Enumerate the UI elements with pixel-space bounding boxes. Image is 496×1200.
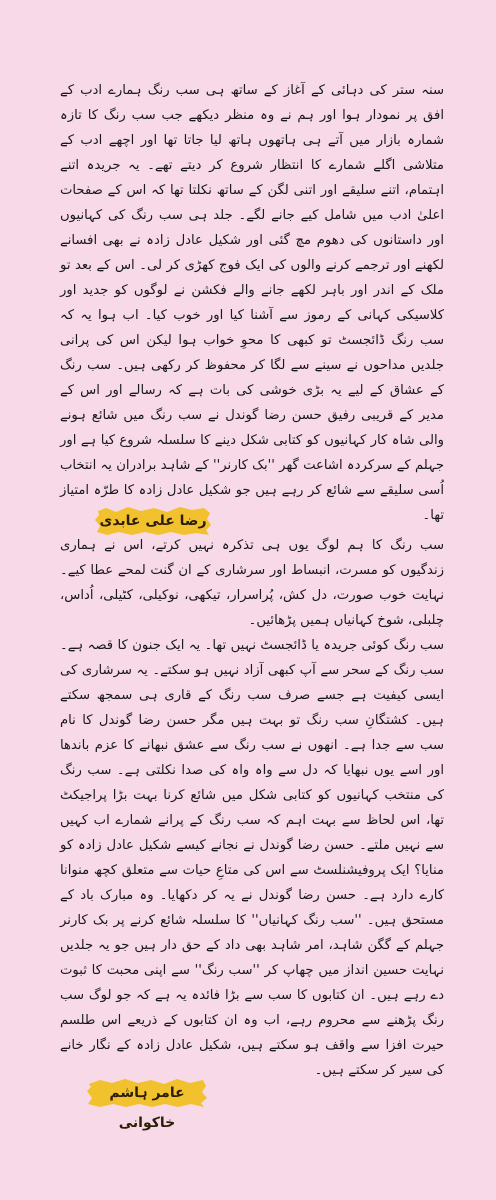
author-badge-1 — [94, 506, 212, 536]
author-badge-2 — [86, 1078, 208, 1131]
article-2 — [60, 533, 444, 1083]
article-2-paragraph-1: سب رنگ کا ہم لوگ یوں ہی تذکرہ نہیں کرتے، اس نے ہماری زندگیوں کو مسرت، انبساط اور سرشاری کے ان گنت لمحے عطا کیے۔ نہایت خوب صورت، دل کش، پُراسرار، تیکھی، نوکیلی، کٹیلی، اُداس، چلبلی، شوخ کہانیاں ہمیں پڑھائیں۔ — [60, 538, 444, 628]
author-name: رضا علی عابدی — [99, 513, 207, 529]
article-1-paragraph: سنہ ستر کی دہائی کے آغاز کے ساتھ ہی سب رنگ ہمارے ادب کے افق پر نمودار ہوا اور ہم نے وہ منظر دیکھے جب سب رنگ کا تازہ شمارہ بازار میں آتے ہی ہاتھوں ہاتھ لیا جاتا تھا اور اچھے ادب کے متلاشی اگلے شمارے کا انتظار شروع کر دیتے تھے۔ یہ جریدہ اتنے اہتمام، اتنے سلیقے اور اتنی لگن کے ساتھ نکلتا تھا کہ اس کے صفحات اعلیٰ ادب میں شامل کیے جانے لگے۔ جلد ہی سب رنگ کی کہانیوں اور داستانوں کی دھوم مچ گئی اور شکیل عادل زادہ نے بھی افسانے لکھنے اور ترجمے کرنے والوں کی ایک فوج کھڑی کر لی۔ اس کے بعد تو ملک کے اندر اور باہر لکھے جانے والے فکشن نے لوگوں کو جدید اور کلاسیکی کہانی کے رموز سے آشنا کیا اور خوب کیا۔ اب ہوا یہ کہ سب رنگ ڈائجسٹ تو کبھی کا محوِ خواب ہوا لیکن اس کی پرانی جلدیں مداحوں نے سینے سے لگا کر محفوظ کر رکھی ہیں۔ سب رنگ کے عشاق کے لیے یہ بڑی خوشی کی بات ہے کہ رسالے اور اس کے مدیر کے قریبی رفیق حسن رضا گوندل نے سب رنگ میں شائع ہونے والی شاہ کار کہانیوں کو کتابی شکل دینے کا سلسلہ شروع کیا ہے اور جہلم کے سرکردہ اشاعت گھر ''بک کارنر'' کے شاہد برادران یہ انتخاب اُسی سلیقے سے شائع کر رہے ہیں جو شکیل عادل زادہ کا طرّہ امتیاز تھا۔ — [60, 83, 444, 523]
article-2-paragraph-2: سب رنگ کوئی جریدہ یا ڈائجسٹ نہیں تھا۔ یہ ایک جنون کا قصہ ہے۔ سب رنگ کے سحر سے آپ کبھی آزاد نہیں ہو سکتے۔ یہ سرشاری کی ایسی کیفیت ہے جسے صرف سب رنگ کے قاری ہی سمجھ سکتے ہیں۔ کشتگانِ سب رنگ تو بہت ہیں مگر حسن رضا گوندل کا نام سب سے جدا ہے۔ انھوں نے سب رنگ سے عشق نبھانے کا عزم باندھا اور اسے یوں نبھایا کہ دل سے واہ واہ کی صدا نکلتی ہے۔ سب رنگ کی منتخب کہانیوں کو کتابی شکل میں شائع کرنا بہت بڑا پراجیکٹ تھا، اس لحاظ سے بہت اہم کہ سب رنگ کے پرانے شمارے اب کہیں سے نہیں ملتے۔ حسن رضا گوندل نے نجانے کیسے شکیل عادل زادہ کو منایا؟ ایک پروفیشنلسٹ سے اس کی متاعِ حیات سے متعلق کچھ منوانا کارے دارد ہے۔ حسن رضا گوندل نے یہ کر دکھایا۔ وہ مبارک باد کے مستحق ہیں۔ ''سب رنگ کہانیاں'' کا سلسلہ شائع کرنے پر بک کارنر جہلم کے گگن شاہد، امر شاہد بھی داد کے حق دار ہیں جو یہ جلدیں نہایت حسین انداز میں چھاپ کر ''سب رنگ'' سے اپنی محبت کا ثبوت دے رہے ہیں۔ ان کتابوں کا سب سے بڑا فائدہ یہ ہے کہ جو لوگ سب رنگ پڑھنے سے محروم رہے، اب وہ ان کتابوں کے ذریعے اس طلسم حیرت افزا سے واقف ہو سکتے ہیں، شکیل عادل زادہ کے نگار خانے کی سیر کر سکتے ہیں۔ — [60, 638, 444, 1078]
author-name: عامر ہاشم خاکوانی — [109, 1085, 185, 1131]
article-1 — [60, 78, 444, 528]
